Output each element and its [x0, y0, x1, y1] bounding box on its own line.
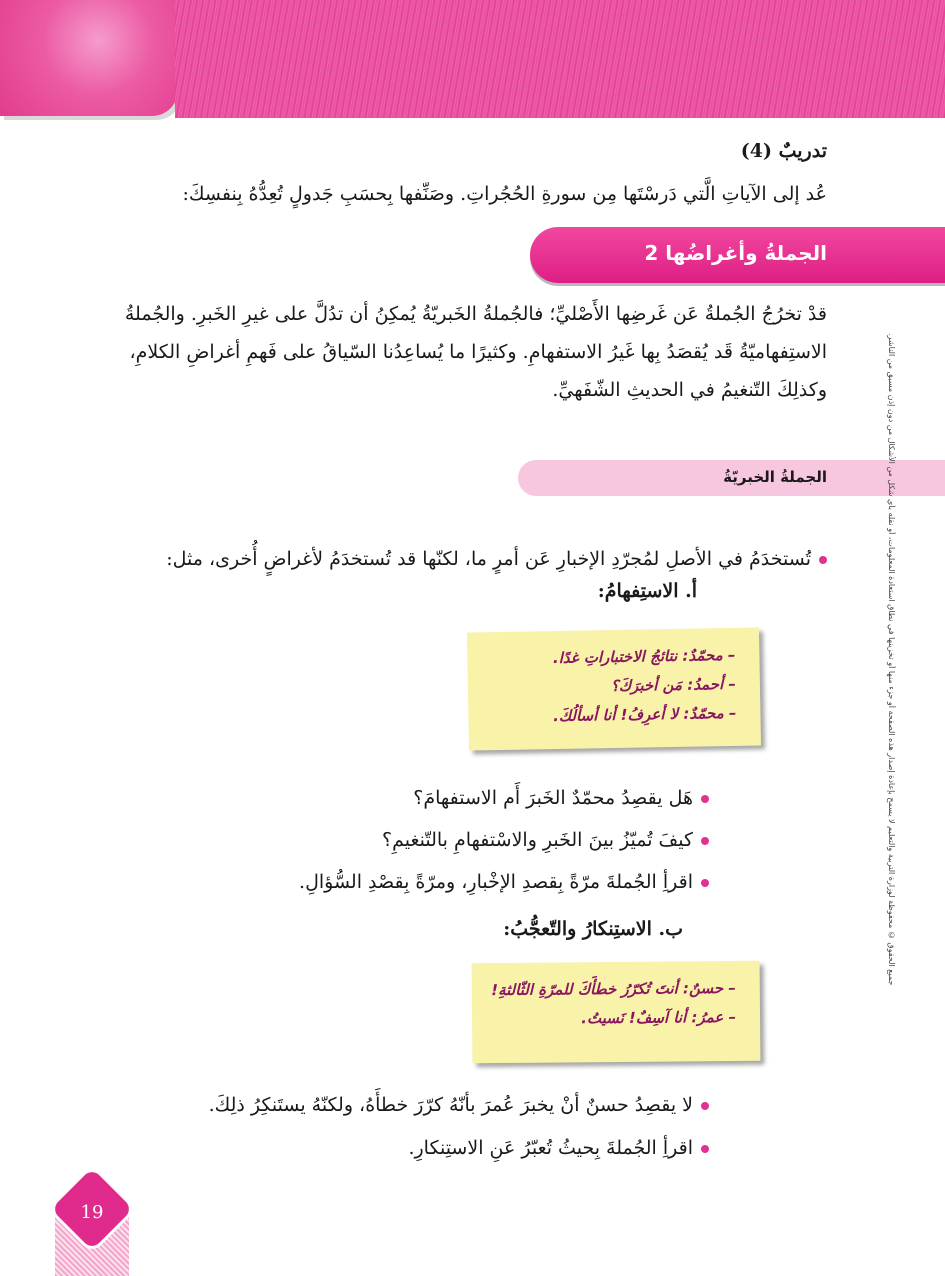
bullet-icon	[701, 795, 709, 803]
exercise-title: تدريبٌ (4)	[740, 140, 827, 162]
question-item	[382, 829, 709, 851]
corner-decoration	[0, 0, 178, 116]
item-b-heading: ب. الاستِنكارُ والتّعجُّبُ:	[503, 918, 683, 940]
question-item	[209, 1094, 709, 1116]
dialogue-line: – عمرُ: أنا آسِفٌ! نَسيتُ.	[581, 1007, 737, 1028]
bullet-icon	[701, 837, 709, 845]
dialogue-note-a	[467, 627, 761, 750]
page-number-badge	[55, 1180, 129, 1254]
subsection-title: الجملةُ الخبريّةُ	[723, 468, 827, 486]
dialogue-line: – أحمدُ: مَن أخبرَكَ؟	[610, 674, 737, 696]
bullet-icon	[819, 556, 827, 564]
page-number: 19	[80, 1202, 104, 1223]
bullet-icon	[701, 1145, 709, 1153]
question-text: اقرأِ الجُملةَ بِحيثُ تُعبّرُ عَنِ الاستِنكارِ.	[408, 1137, 693, 1159]
question-text: كيفَ تُميّزُ بينَ الخَبرِ والاسْتفهامِ بالتّنغيمِ؟	[382, 829, 693, 851]
section-title: الجملةُ وأغراضُها 2	[644, 241, 827, 265]
dialogue-note-b	[472, 961, 761, 1064]
question-text: لا يقصِدُ حسنٌ أنْ يخبرَ عُمرَ بأنّهُ كرّرَ خطأَهُ، ولكنّهُ يستَنكِرُ ذلِكَ.	[208, 1094, 693, 1116]
section-banner	[530, 227, 945, 283]
exercise-instruction: عُد إلى الآياتِ الَّتي دَرسْتَها مِن سورةِ الحُجُراتِ. وصَنِّفها بِحسَبِ جَدولٍ تُعِدُّهُ بِنفسِكَ:	[182, 183, 827, 205]
question-item	[408, 1137, 709, 1159]
main-bullet-text: تُستخدَمُ في الأصلِ لمُجرّدِ الإخبارِ عَن أمرٍ ما، لكنّها قد تُستخدَمُ لأغراضٍ أُخرى، مثل:	[166, 548, 811, 570]
question-item	[299, 871, 709, 893]
bullet-icon	[701, 1102, 709, 1110]
main-bullet	[166, 548, 827, 570]
bullet-icon	[701, 879, 709, 887]
item-a-heading: أ. الاستِفهامُ:	[597, 580, 697, 602]
copyright-note: جميع الحقوق © محفوظة لوزارة التربية والتعليم لا يسمح بإعادة إصدار هذه الصفحة أو جزء منها أو تخزينها في نطاق استعادة المعلومات، أو نقله بأي شكل من الأشكال من دون إذن مسبق من الناشر.	[887, 332, 896, 985]
dialogue-line: – محمّدٌ: لا أعرِفُ! أنا أسألُكَ.	[552, 703, 737, 726]
dialogue-line: – حسنٌ: أنتَ تُكرّرُ خطأَكَ للمرّةِ الثّالثةِ!	[491, 978, 736, 1000]
question-text: هَل يقصِدُ محمّدٌ الخَبرَ أَم الاستفهامَ؟	[413, 787, 693, 809]
question-text: اقرأِ الجُملةَ مرّةً بِقصدِ الإخْبارِ، ومرّةً بِقصْدِ السُّؤالِ.	[299, 871, 693, 893]
question-item	[413, 787, 709, 809]
dialogue-line: – محمّدٌ: نتائجُ الاختباراتِ غدًا.	[552, 645, 736, 668]
header-band	[175, 0, 945, 118]
section-intro: قدْ تخرُجُ الجُملةُ عَن غَرضِها الأَصْليِّ؛ فالجُملةُ الخَبريّةُ يُمكِنُ أن تدُلَّ على غيرِ الخَبرِ. والجُملةُ الاستِفهاميّةُ قَد يُقصَدُ بِها غَيرُ الاستفهامِ. وكثيرًا ما يُساعِدُنا السّياقُ على فَهمِ أغراضِ الكلامِ، وكذلِكَ التّنغيمُ في الحديثِ الشّفَهيِّ.	[124, 303, 827, 401]
